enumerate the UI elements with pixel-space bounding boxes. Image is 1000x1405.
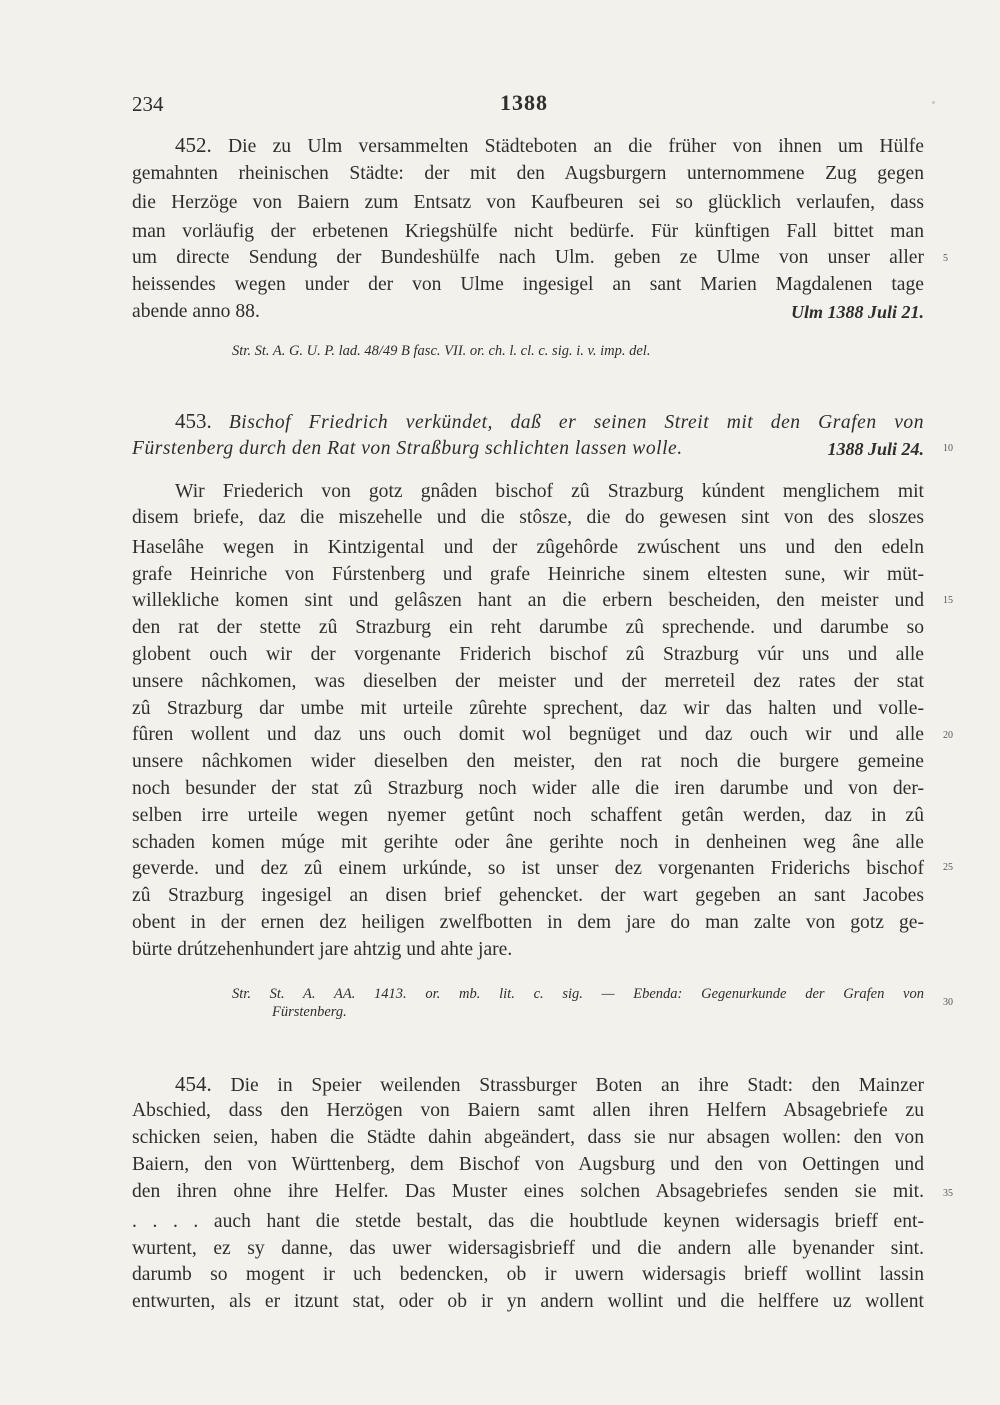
entry-452-number: 452. — [175, 133, 212, 157]
entry-454-line-5: den ihren ohne ihre Helfer. Das Muster eines solchen Absagebriefes senden sie mit. — [132, 1181, 924, 1202]
entry-452-line-4: man vorläufig der erbetenen Kriegshülfe nicht bedürfe. Für künftigen Fall bittet man — [132, 221, 924, 242]
entry-453-line-18: bürte drútzehenhundert jare ahtzig und ahte jare. — [132, 939, 513, 960]
entry-452-line-6: heissendes wegen under der von Ulme ingesigel an sant Marien Magdalenen tage — [132, 274, 924, 295]
entry-454-line-6: . . . . auch hant die stetde bestalt, das die houbtlude keynen widersagis brieff ent- — [132, 1211, 924, 1232]
entry-453-line-11: unsere nâchkomen wider dieselben den meister, den rat noch die burgere gemeine — [132, 751, 924, 772]
entry-452-line-1 — [132, 132, 924, 160]
entry-452-line-3: die Herzöge von Baiern zum Entsatz von Kaufbeuren sei so glücklich verlaufen, dass — [132, 192, 924, 213]
entry-454-line-9: entwurten, als er itzunt stat, oder ob ir yn andern wollint und die helffere uz wollent — [132, 1291, 924, 1312]
entry-453-title-line-2 — [132, 436, 924, 462]
margin-line-number-25: 25 — [943, 862, 953, 873]
entry-453-line-15: geverde. und dez zû einem urkúnde, so ist unser dez vorgenanten Friderichs bischof — [132, 858, 924, 879]
margin-line-number-10: 10 — [943, 443, 953, 454]
entry-453-line-9: zû Strazburg dar umbe mit urteile zûrehte sprechent, daz wir das halten und volle- — [132, 698, 924, 719]
entry-453-line-14: schaden komen múge mit gerihte oder âne gerihte noch in denheinen weg âne alle — [132, 832, 924, 853]
entry-453-line-7: globent ouch wir der vorgenante Friderich bischof zû Strazburg vúr uns und alle — [132, 644, 924, 665]
entry-453-title-line-1 — [132, 408, 924, 436]
entry-452-line-5: um directe Sendung der Bundeshülfe nach Ulm. geben ze Ulme von unser aller — [132, 247, 924, 268]
entry-453-number: 453. — [175, 409, 212, 433]
running-head-year: 1388 — [500, 90, 548, 115]
entry-452-last-text: abende anno 88. — [132, 301, 260, 322]
entry-453-line-2: disem briefe, daz die miszehelle und die stôsze, die do gewesen sint von des sloszes — [132, 507, 924, 528]
entry-454-line-4: Baiern, den von Württenberg, dem Bischof von Augsburg und den von Oettingen und — [132, 1154, 924, 1175]
entry-453-line-4: grafe Heinriche von Fúrstenberg und grafe Heinriche sinem eltesten sune, wir müt- — [132, 564, 924, 585]
entry-453-source-line-1 — [232, 986, 924, 1003]
margin-line-number-30: 30 — [943, 997, 953, 1008]
paper-speck — [932, 101, 935, 104]
entry-453-line-16: zû Strazburg ingesigel an disen brief gehencket. der wart gegeben an sant Jacobes — [132, 885, 924, 906]
entry-454-line-2: Abschied, dass den Herzögen von Baiern samt allen ihren Helfern Absagebriefe zu — [132, 1100, 924, 1121]
entry-454-text-1: Die in Speier weilenden Strassburger Boten an ihre Stadt: den Mainzer — [230, 1075, 924, 1096]
entry-453-line-1: Wir Friederich von gotz gnâden bischof zû Strazburg kúndent menglichem mit — [175, 481, 924, 502]
entry-453-line-6: den rat der stette zû Strazburg ein reht darumbe zû sprechende. und darumbe so — [132, 617, 924, 638]
entry-453-line-13: selben irre urteile wegen nyemer getûnt noch schaffent getân werden, daz in zû — [132, 805, 924, 826]
entry-453-title-1: Bischof Friedrich verkündet, daß er seinen Streit mit den Grafen von — [228, 412, 924, 433]
entry-453-line-8: unsere nâchkomen, was dieselben der meister und der merreteil dez rates der stat — [132, 671, 924, 692]
entry-453-source-line-2 — [272, 1004, 347, 1021]
entry-452-date: Ulm 1388 Juli 21. — [790, 302, 924, 322]
entry-452-text: Die zu Ulm versammelten Städteboten an die früher von ihnen um Hülfe — [228, 136, 924, 157]
entry-453-title-2: Fürstenberg durch den Rat von Straßburg schlichten lassen wolle. — [132, 438, 683, 459]
margin-line-number-35: 35 — [943, 1188, 953, 1199]
entry-452-line-7 — [132, 299, 924, 325]
entry-453-line-17: obent in der ernen dez heiligen zwelfbotten in dem jare do man zalte von gotz ge- — [132, 912, 924, 933]
entry-452-line-2: gemahnten rheinischen Städte: der mit den Augsburgern unternommene Zug gegen — [132, 163, 924, 184]
entry-454-number: 454. — [175, 1072, 212, 1096]
entry-454-line-8: darumb so mogent ir uch bedencken, ob ir uwern widersagis brieff wollint lassin — [132, 1264, 924, 1285]
entry-454-line-7: wurtent, ez sy danne, das uwer widersagisbrieff und die andern alle byenander sint. — [132, 1238, 924, 1259]
margin-line-number-20: 20 — [943, 730, 953, 741]
margin-line-number-5: 5 — [943, 253, 948, 264]
page-number: 234 — [132, 92, 164, 116]
margin-line-number-15: 15 — [943, 595, 953, 606]
entry-453-source-text-2: Fürstenberg. — [272, 1004, 347, 1020]
entry-453-line-12: noch besunder der stat zû Strazburg noch wider alle die iren darumbe und von der- — [132, 778, 924, 799]
entry-454-line-1 — [132, 1071, 924, 1099]
entry-453-date: 1388 Juli 24. — [827, 439, 924, 459]
entry-452-source-text: Str. St. A. G. U. P. lad. 48/49 B fasc. VII. or. ch. l. cl. c. sig. i. v. imp. del. — [232, 343, 651, 359]
entry-454-line-3: schicken seien, haben die Städte dahin abgeändert, dass sie nur absagen wollen: den von — [132, 1127, 924, 1148]
entry-453-line-3: Haselâhe wegen in Kintzigental und der zûgehôrde zwúschent uns und den edeln — [132, 537, 924, 558]
entry-453-source-text-1: Str. St. A. AA. 1413. or. mb. lit. c. sig. — Ebenda: Gegenurkunde der Grafen von — [232, 986, 924, 1002]
entry-453-line-10: fûren wollent und daz uns ouch domit wol begnüget und daz ouch wir und alle — [132, 724, 924, 745]
entry-453-line-5: willekliche komen sint und gelâszen hant an die erbern bescheiden, den meister und — [132, 590, 924, 611]
entry-452-source — [232, 343, 650, 360]
